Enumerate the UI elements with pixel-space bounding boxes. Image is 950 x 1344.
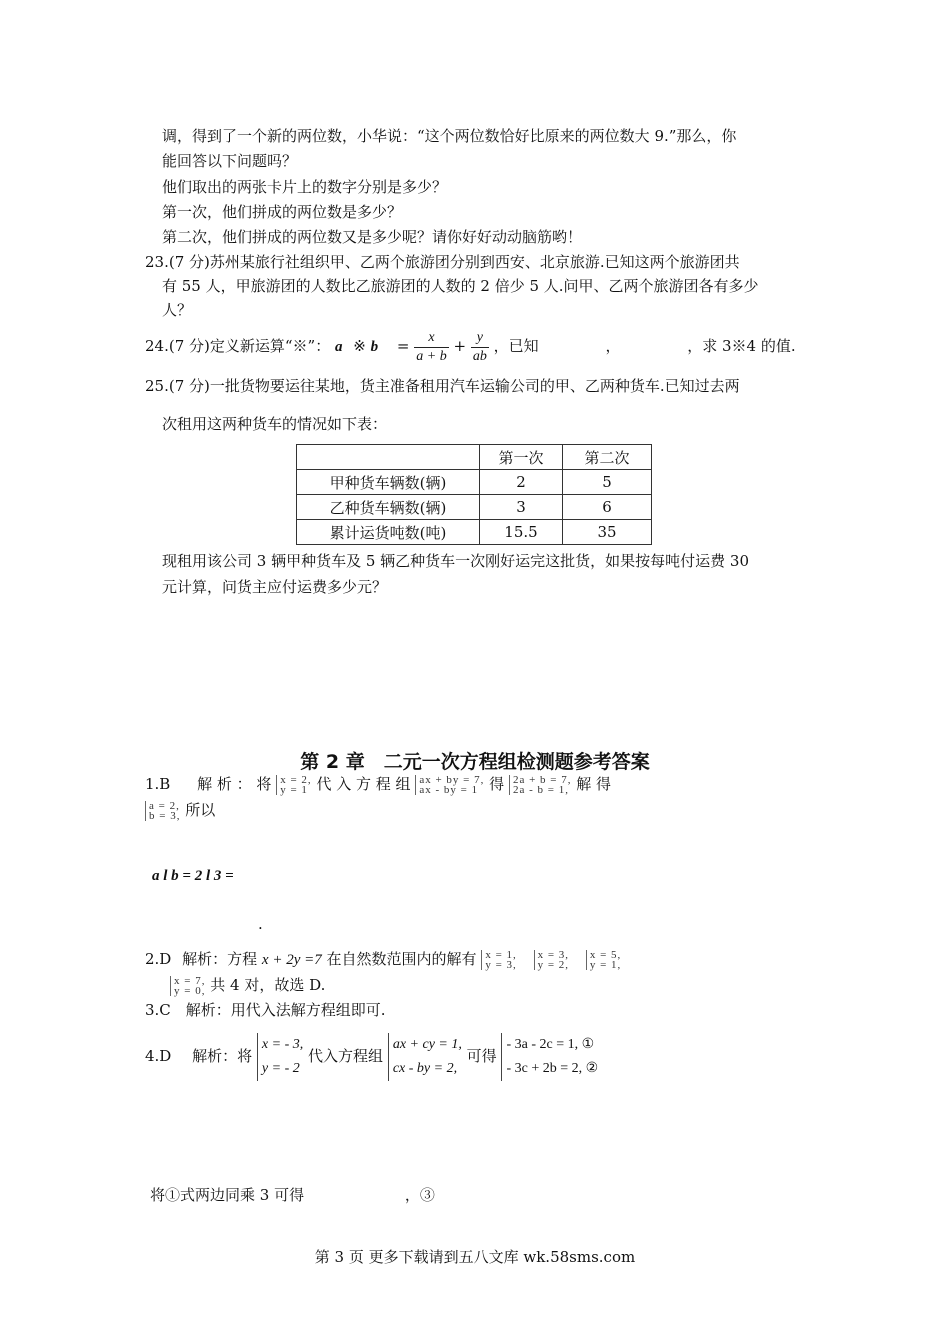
a1-calc: a l b = 2 l 3 = — [152, 868, 234, 884]
a1-sys2 — [415, 775, 484, 795]
p24-frac2-den: ab — [472, 348, 487, 364]
p24-eq: = — [396, 337, 410, 355]
p24-frac2-num: y — [471, 329, 489, 348]
a2-sol3 — [586, 950, 621, 970]
sys-row: y = 3, — [485, 959, 517, 971]
sys-row: 2a - b = 1, — [512, 784, 569, 796]
a2-text: 解析：方程 — [182, 950, 258, 968]
sys-row: x = 2, — [280, 774, 312, 786]
table-cell: 3 — [480, 495, 563, 520]
a5-line — [150, 1185, 435, 1205]
p24-frac1-num: x — [414, 329, 448, 348]
table-header-cell — [297, 445, 480, 470]
a1-get: 得 — [489, 775, 505, 793]
table-cell: 5 — [563, 470, 652, 495]
table-header-cell: 第二次 — [563, 445, 652, 470]
a2-sol4 — [170, 976, 205, 996]
p22-line2: 能回答以下问题吗？ — [162, 152, 298, 170]
a4-mid: 代入方程组 — [308, 1047, 384, 1065]
p24-ask: ，求 3※4 的值. — [687, 337, 796, 355]
p24-op: ※ — [353, 337, 366, 355]
p23-line3: 人？ — [162, 301, 193, 319]
a5-text: 将①式两边同乘 3 可得 — [150, 1186, 305, 1204]
p22-line3: 他们取出的两张卡片上的数字分别是多少？ — [162, 178, 448, 196]
p25-line1: 25.(7 分)一批货物要运往某地，货主准备租用汽车运输公司的甲、乙两种货车.已知过去两 — [145, 377, 740, 395]
a2-text2: 在自然数范围内的解有 — [326, 950, 477, 968]
sys-row: 2a + b = 7, — [512, 774, 572, 786]
a2-eq: x + 2y =7 — [261, 952, 322, 968]
p25-line3: 现租用该公司 3 辆甲种货车及 5 辆乙种货车一次刚好运完这批货，如果按每吨付运费 30 — [162, 552, 750, 570]
p24-frac1 — [414, 329, 448, 366]
sys-row: x = - 3, — [261, 1037, 304, 1052]
a1-sys3 — [509, 775, 572, 795]
a2-sol1 — [481, 950, 516, 970]
table-cell: 2 — [480, 470, 563, 495]
sys-row: ax + cy = 1, — [392, 1037, 462, 1052]
a1-line1 — [145, 771, 611, 797]
a1-so: 所以 — [185, 801, 216, 819]
p23-line1: 23.(7 分)苏州某旅行社组织甲、乙两个旅游团分别到西安、北京旅游.已知这两个旅游团共 — [145, 253, 740, 271]
a4-sys2 — [388, 1033, 462, 1081]
a1-dot: . — [258, 915, 263, 933]
a2-label: 2.D — [145, 950, 172, 968]
table-cell: 6 — [563, 495, 652, 520]
table-cell: 累计运货吨数(吨) — [297, 520, 480, 545]
p24-a: a — [335, 339, 343, 355]
a4-get: 可得 — [466, 1047, 497, 1065]
a2-end: 共 4 对，故选 D. — [210, 976, 326, 994]
p23-line2: 有 55 人，甲旅游团的人数比乙旅游团的人数的 2 倍少 5 人.问甲、乙两个旅游团各有多少 — [162, 277, 759, 295]
table-cell: 乙种货车辆数(辆) — [297, 495, 480, 520]
table-row — [297, 470, 652, 495]
sys-row: ax - by = 1 — [419, 784, 479, 796]
p24-b: b — [370, 339, 379, 355]
p24-comma: ， — [605, 337, 621, 355]
table-header-cell: 第一次 — [480, 445, 563, 470]
sys-row: x = 1, — [485, 949, 517, 961]
a2-line2 — [170, 972, 325, 998]
a4-line — [145, 1030, 598, 1082]
table-cell: 甲种货车辆数(辆) — [297, 470, 480, 495]
sys-row: a = 2, — [149, 800, 180, 812]
a1-solve: 解 得 — [576, 775, 612, 793]
a4-sys3 — [501, 1033, 598, 1081]
p24-frac1-den: a + b — [416, 348, 447, 364]
answers-title: 第 2 章 二元一次方程组检测题参考答案 — [300, 751, 650, 773]
table-cell: 15.5 — [480, 520, 563, 545]
freight-table — [296, 444, 652, 545]
sys-row: b = 3, — [149, 810, 181, 822]
a4-text: 解析：将 — [192, 1047, 253, 1065]
sys-row: y = - 2 — [261, 1061, 300, 1076]
a5-tail: ，③ — [404, 1186, 435, 1204]
sys-row: x = 7, — [174, 975, 206, 987]
a1-mid: 代 入 方 程 组 — [316, 775, 411, 793]
p24-known: ，已知 — [493, 337, 539, 355]
sys-row: y = 0, — [174, 985, 206, 997]
a1-sys1 — [276, 775, 311, 795]
a1-line2 — [145, 797, 215, 823]
a1-label: 1.B — [145, 775, 171, 793]
p24-frac2 — [471, 329, 489, 366]
p24-line — [145, 326, 796, 367]
a4-label: 4.D — [145, 1047, 172, 1065]
table-cell: 35 — [563, 520, 652, 545]
p24-prefix: 24.(7 分)定义新运算“※”： — [145, 337, 331, 355]
sys-row: y = 1, — [589, 959, 622, 971]
a3-line: 3.C 解析：用代入法解方程组即可. — [145, 1001, 386, 1019]
sys-row: y = 2, — [537, 959, 570, 971]
sys-row: cx - by = 2, — [392, 1061, 458, 1076]
a1-text: 解 析 ： 将 — [197, 775, 272, 793]
a1-sys4 — [145, 801, 180, 821]
sys-row: y = 1 — [280, 784, 308, 796]
sys-row: - 3a - 2c = 1, ① — [506, 1037, 595, 1052]
table-header-row — [297, 445, 652, 470]
p24-plus: + — [453, 337, 467, 355]
sys-row: x = 3, — [537, 949, 570, 961]
p25-line4: 元计算，问货主应付运费多少元？ — [162, 578, 388, 596]
page-footer: 第 3 页 更多下载请到五八文库 wk.58sms.com — [314, 1248, 636, 1266]
table-row — [297, 520, 652, 545]
a4-sys1 — [257, 1033, 303, 1081]
a2-line1 — [145, 946, 621, 973]
p25-line2: 次租用这两种货车的情况如下表： — [162, 415, 388, 433]
sys-row: ax + by = 7, — [419, 774, 485, 786]
p22-line5: 第二次，他们拼成的两位数又是多少呢？请你好好动动脑筋哟！ — [162, 228, 583, 246]
sys-row: - 3c + 2b = 2, ② — [506, 1061, 599, 1076]
a2-sol2 — [534, 950, 569, 970]
sys-row: x = 5, — [589, 949, 622, 961]
p22-line4: 第一次，他们拼成的两位数是多少？ — [162, 203, 403, 221]
table-row — [297, 495, 652, 520]
p22-line1: 调，得到了一个新的两位数，小华说：“这个两位数恰好比原来的两位数大 9.”那么，你 — [162, 127, 737, 145]
